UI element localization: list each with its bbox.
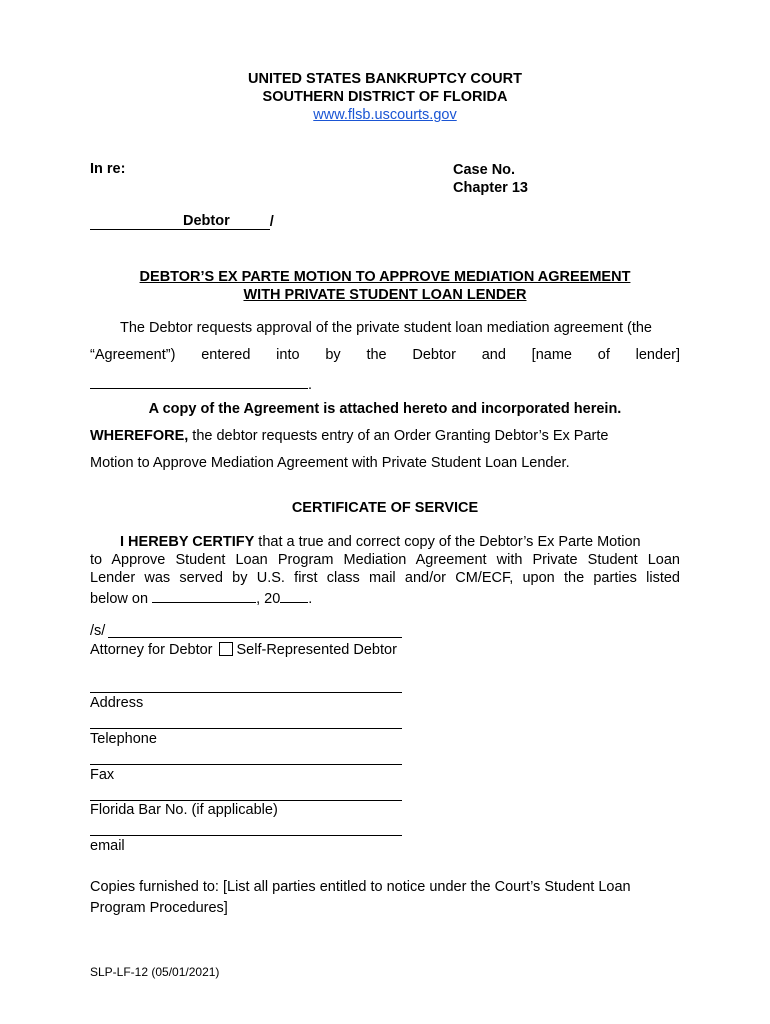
certify-text: that a true and correct copy of the Debtor’s Ex Parte Motion bbox=[254, 534, 641, 550]
address-line[interactable] bbox=[90, 692, 402, 693]
form-id-footer: SLP-LF-12 (05/01/2021) bbox=[90, 965, 220, 979]
debtor-name-blank[interactable] bbox=[90, 213, 181, 230]
wherefore-line1 bbox=[90, 428, 680, 444]
bar-number-label: Florida Bar No. (if applicable) bbox=[90, 802, 278, 818]
address-label: Address bbox=[90, 695, 144, 711]
certify-line3: Lender was served by U.S. first class mail and/or CM/ECF, upon the parties listed bbox=[90, 570, 680, 586]
certify-line4 bbox=[90, 588, 680, 607]
court-district: SOUTHERN DISTRICT OF FLORIDA bbox=[262, 89, 508, 105]
motion-title bbox=[0, 268, 770, 304]
email-label: email bbox=[90, 838, 125, 854]
fax-label: Fax bbox=[90, 767, 115, 783]
bar-number-line[interactable] bbox=[90, 800, 402, 801]
lender-name-line bbox=[90, 374, 680, 393]
case-no-label: Case No. bbox=[453, 162, 516, 178]
debtor-label: Debtor bbox=[183, 213, 230, 229]
chapter-label: Chapter 13 bbox=[453, 180, 528, 196]
wherefore-line2: Motion to Approve Mediation Agreement with Private Student Loan Lender. bbox=[90, 455, 570, 471]
case-info bbox=[453, 161, 528, 197]
self-represented-label: Self-Represented Debtor bbox=[236, 642, 397, 658]
lender-name-blank[interactable] bbox=[90, 374, 308, 389]
in-re-label: In re: bbox=[90, 161, 126, 177]
telephone-label: Telephone bbox=[90, 731, 157, 747]
debtor-caption-line bbox=[90, 213, 274, 230]
debtor-blank-tail bbox=[232, 213, 270, 230]
wherefore-label: WHEREFORE, bbox=[90, 428, 189, 444]
motion-title-line1: DEBTOR’S EX PARTE MOTION TO APPROVE MEDIATION AGREEMENT bbox=[139, 269, 631, 285]
certify-line1 bbox=[90, 534, 680, 550]
telephone-line[interactable] bbox=[90, 728, 402, 729]
motion-para-line2: “Agreement”) entered into by the Debtor and [name of lender] bbox=[90, 347, 680, 363]
attorney-for-debtor-label: Attorney for Debtor bbox=[90, 642, 213, 658]
year-prefix: , 20 bbox=[256, 591, 281, 607]
wherefore-text: the debtor requests entry of an Order Granting Debtor’s Ex Parte bbox=[188, 428, 609, 444]
signature-line[interactable] bbox=[108, 637, 402, 638]
certify-line2: to Approve Student Loan Program Mediation Agreement with Private Student Loan bbox=[90, 552, 680, 568]
court-website-link[interactable]: www.flsb.uscourts.gov bbox=[313, 107, 457, 123]
certify-label: I HEREBY CERTIFY bbox=[120, 534, 255, 550]
copies-furnished bbox=[90, 877, 631, 919]
lender-line-period: . bbox=[308, 377, 313, 393]
copies-furnished-line1: Copies furnished to: [List all parties entitled to notice under the Court’s Student Loan bbox=[90, 879, 631, 895]
copies-furnished-line2: Program Procedures] bbox=[90, 900, 228, 916]
certify-period: . bbox=[308, 591, 313, 607]
court-header bbox=[0, 70, 770, 124]
fax-line[interactable] bbox=[90, 764, 402, 765]
debtor-slash: / bbox=[269, 214, 274, 230]
motion-para-line1: The Debtor requests approval of the private student loan mediation agreement (the bbox=[120, 320, 652, 336]
motion-title-line2: WITH PRIVATE STUDENT LOAN LENDER bbox=[243, 287, 527, 303]
agreement-attached-statement: A copy of the Agreement is attached hereto and incorporated herein. bbox=[148, 401, 622, 417]
signature-prefix: /s/ bbox=[90, 623, 106, 639]
email-line[interactable] bbox=[90, 835, 402, 836]
self-represented-checkbox[interactable] bbox=[219, 642, 233, 656]
service-year-blank[interactable] bbox=[280, 588, 308, 603]
attorney-selfrep-row bbox=[90, 642, 397, 658]
served-on-label: below on bbox=[90, 591, 153, 607]
service-date-blank[interactable] bbox=[152, 588, 256, 603]
certificate-title: CERTIFICATE OF SERVICE bbox=[291, 500, 479, 516]
court-name: UNITED STATES BANKRUPTCY COURT bbox=[248, 71, 522, 87]
